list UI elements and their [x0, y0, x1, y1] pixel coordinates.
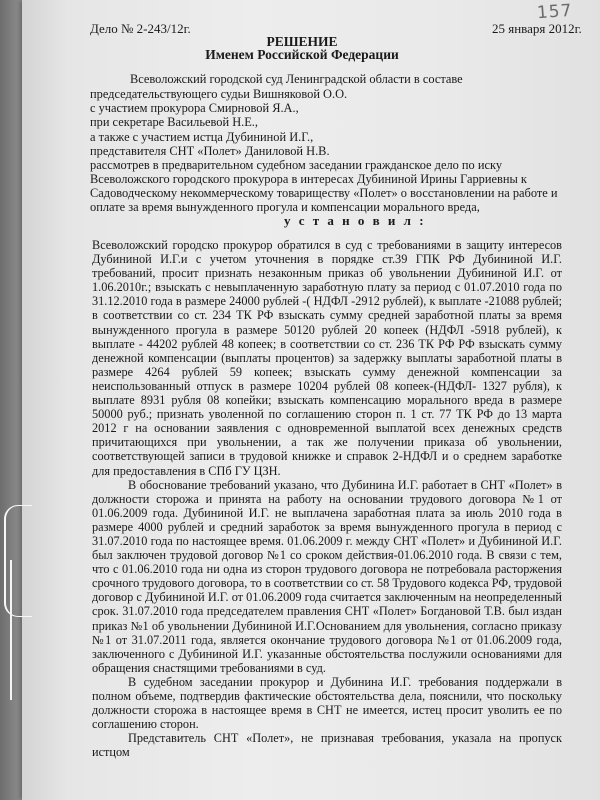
intro-line: оплате за время вынужденного прогула и компенсации морального вреда, — [90, 200, 480, 214]
paragraph-claims: Всеволожский городско прокурор обратился в суд с требованиями в защиту интересов Дубининой И.Г.и с учетом уточнения в порядке ст.39 ГПК РФ Дубининой И.Г. требований, просит признать незаконным приказ об увольнении Дубининой И.Г. от 1.06.2010г.; взыскать с невыплаченную заработную плату за период с 01.07.2010 года по 31.12.2010 года в размере 24000 рублей -( НДФЛ -2912 рублей), к выплате -21088 рублей; в соответствии со ст. 234 ТК РФ взыскать сумму средней заработной платы за время вынужденного прогула в размере 50120 рублей 20 копеек (НДФЛ -5918 рублей), к выплате - 44202 рублей 48 копеек; в соответствии со ст. 236 ТК РФ РФ взыскать сумму денежной компенсации (выплаты процентов) за задержку выплаты заработной платы в размере 4264 рублей 59 копеек; взыскать сумму денежной компенсации за неиспользованный отпуск в размере 10204 рублей 08 копеек-(НДФЛ- 1327 рубля), к выплате 8931 рубля 08 копейки; взыскать компенсацию морального вреда в размере 50000 руб.; признать уволенной по соглашению сторон п. 1 ст. 77 ТК РФ до 13 марта 2012 г на основании заявления с одновременной выплатой всех денежных средств причитающихся при увольнении, а так же получении приказа об увольнении, соответствующей записи в трудовой книжке и справок 2-НДФЛ и о среднем заработке для предоставления в СПб ГУ ЦЗН. — [92, 238, 562, 478]
document-page — [22, 0, 600, 800]
document-title: РЕШЕНИЕ — [266, 34, 338, 49]
intro-line: представителя СНТ «Полет» Даниловой Н.В. — [90, 144, 330, 158]
intro-line: рассмотрев в предварительном судебном заседании гражданское дело по иску — [90, 158, 503, 172]
paragraph-hearing: В судебном заседании прокурор и Дубинина И.Г. требования поддержали в полном объеме, подтвердив фактические обстоятельства дела, пояснили, что поскольку должности сторожа в настоящее время в СНТ не имеется, истец просит уволить ее по соглашению сторон. — [92, 674, 562, 732]
handwritten-page-number: 157 — [535, 0, 573, 24]
intro-line: Всеволожского городского прокурора в интересах Дубининой Ирины Гарриевны к — [90, 172, 527, 186]
decision-body — [92, 238, 562, 759]
intro-line: Садоводческому некоммерческому товариществу «Полет» о восстановлении на работе и — [90, 186, 558, 200]
intro-line: а также с участием истца Дубининой И.Г., — [90, 130, 314, 144]
ustanovil-heading: у с т а н о в и л : — [284, 213, 427, 228]
paragraph-defendant: Представитель СНТ «Полет», не признавая требования, указала на пропуск истцом — [92, 731, 562, 760]
decision-date: 25 января 2012г. — [492, 21, 582, 36]
case-number: Дело № 2-243/12г. — [90, 21, 191, 36]
paragraph-grounds: В обоснование требований указано, что Дубинина И.Г. работает в СНТ «Полет» в должности сторожа и принята на работу на основании трудового договора №1 от 01.06.2009 года. Дубининой И.Г. не выплачена заработная плата за июль 2010 года в размере 4000 рублей и средний заработок за время вынужденного прогула в период с 31.07.2010 года по настоящее время. 01.06.2009 г. между СНТ «Полет» и Дубининой И.Г. был заключен трудовой договор №1 со сроком действия-01.06.2010 года. В связи с тем, что с 01.06.2010 года ни одна из сторон трудового договора не потребовала расторжения срочного трудового договора, то в соответствии со ст. 58 Трудового кодекса РФ, трудовой договор с Дубининой И.Г. от 01.06.2009 года считается заключенным на неопределенный срок. 31.07.2010 года председателем правления СНТ «Полет» Богдановой Т.В. был издан приказ №1 об увольнении Дубининой И.Г.Основанием для увольнения, согласно приказу №1 от 31.07.2011 года, является окончание трудового договора №1 от 01.06.2009 года, заключенного с Дубининой И.Г. указанные обстоятельства послужили основаниями для обращения снастящими требованиями в суд. — [92, 477, 562, 675]
document-subtitle: Именем Российской Федерации — [205, 47, 399, 62]
binding-thread — [10, 560, 22, 700]
intro-line: при секретаре Васильевой Н.Е., — [90, 115, 259, 129]
intro-line: с участием прокурора Смирновой Я.А., — [90, 101, 299, 115]
intro-line: председательствующего судьи Вишняковой О.О. — [90, 87, 348, 101]
intro-line: Всеволожский городской суд Ленинградской области в составе — [130, 72, 463, 86]
